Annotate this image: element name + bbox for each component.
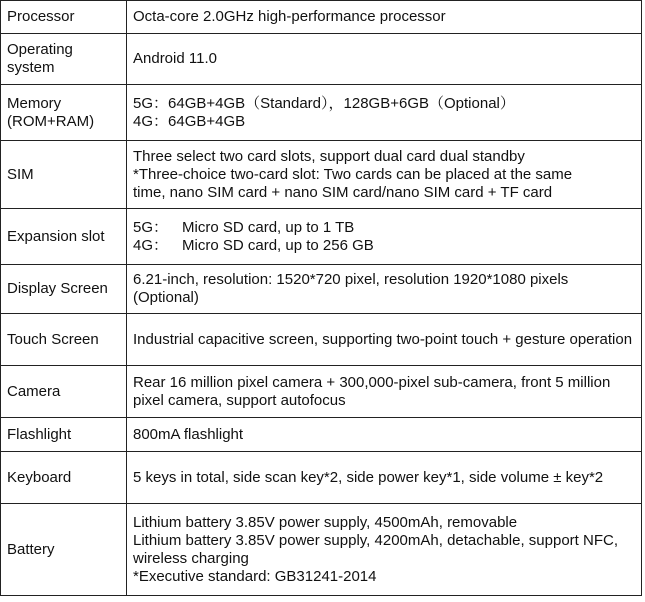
- row-value-touch-screen: Industrial capacitive screen, supporting two-point touch + gesture operation: [127, 314, 642, 366]
- row-label-battery: Battery: [1, 504, 127, 596]
- table-row: [1, 418, 642, 452]
- row-label-memory: Memory (ROM+RAM): [1, 85, 127, 141]
- row-value-expansion-slot: 5G： Micro SD card, up to 1 TB 4G： Micro SD card, up to 256 GB: [127, 209, 642, 265]
- row-value-sim: Three select two card slots, support dual card dual standby *Three-choice two-card slot: Two cards can be placed at the same time, nano SIM card + nano SIM card/nano SIM card + TF card: [127, 141, 642, 209]
- row-value-keyboard: 5 keys in total, side scan key*2, side power key*1, side volume ± key*2: [127, 452, 642, 504]
- row-value-memory: 5G：64GB+4GB（Standard），128GB+6GB（Optional） 4G：64GB+4GB: [127, 85, 642, 141]
- row-value-display-screen: 6.21-inch, resolution: 1520*720 pixel, resolution 1920*1080 pixels (Optional): [127, 265, 642, 314]
- row-value-processor: Octa-core 2.0GHz high-performance processor: [127, 1, 642, 34]
- table-row: [1, 504, 642, 596]
- table-row: [1, 366, 642, 418]
- row-label-touch-screen: Touch Screen: [1, 314, 127, 366]
- table-row: [1, 34, 642, 85]
- table-row: [1, 85, 642, 141]
- row-label-expansion-slot: Expansion slot: [1, 209, 127, 265]
- row-label-operating-system: Operating system: [1, 34, 127, 85]
- row-value-camera: Rear 16 million pixel camera + 300,000-pixel sub-camera, front 5 million pixel camera, support autofocus: [127, 366, 642, 418]
- table-row: [1, 314, 642, 366]
- row-value-battery: Lithium battery 3.85V power supply, 4500mAh, removable Lithium battery 3.85V power supply, 4200mAh, detachable, support NFC, wireless charging *Executive standard: GB31241-2014: [127, 504, 642, 596]
- row-label-camera: Camera: [1, 366, 127, 418]
- table-row: [1, 265, 642, 314]
- table-row: [1, 452, 642, 504]
- row-label-display-screen: Display Screen: [1, 265, 127, 314]
- row-value-operating-system: Android 11.0: [127, 34, 642, 85]
- row-label-keyboard: Keyboard: [1, 452, 127, 504]
- table-row: [1, 209, 642, 265]
- row-label-flashlight: Flashlight: [1, 418, 127, 452]
- row-label-sim: SIM: [1, 141, 127, 209]
- row-value-flashlight: 800mA flashlight: [127, 418, 642, 452]
- table-row: [1, 141, 642, 209]
- table-row: [1, 1, 642, 34]
- row-label-processor: Processor: [1, 1, 127, 34]
